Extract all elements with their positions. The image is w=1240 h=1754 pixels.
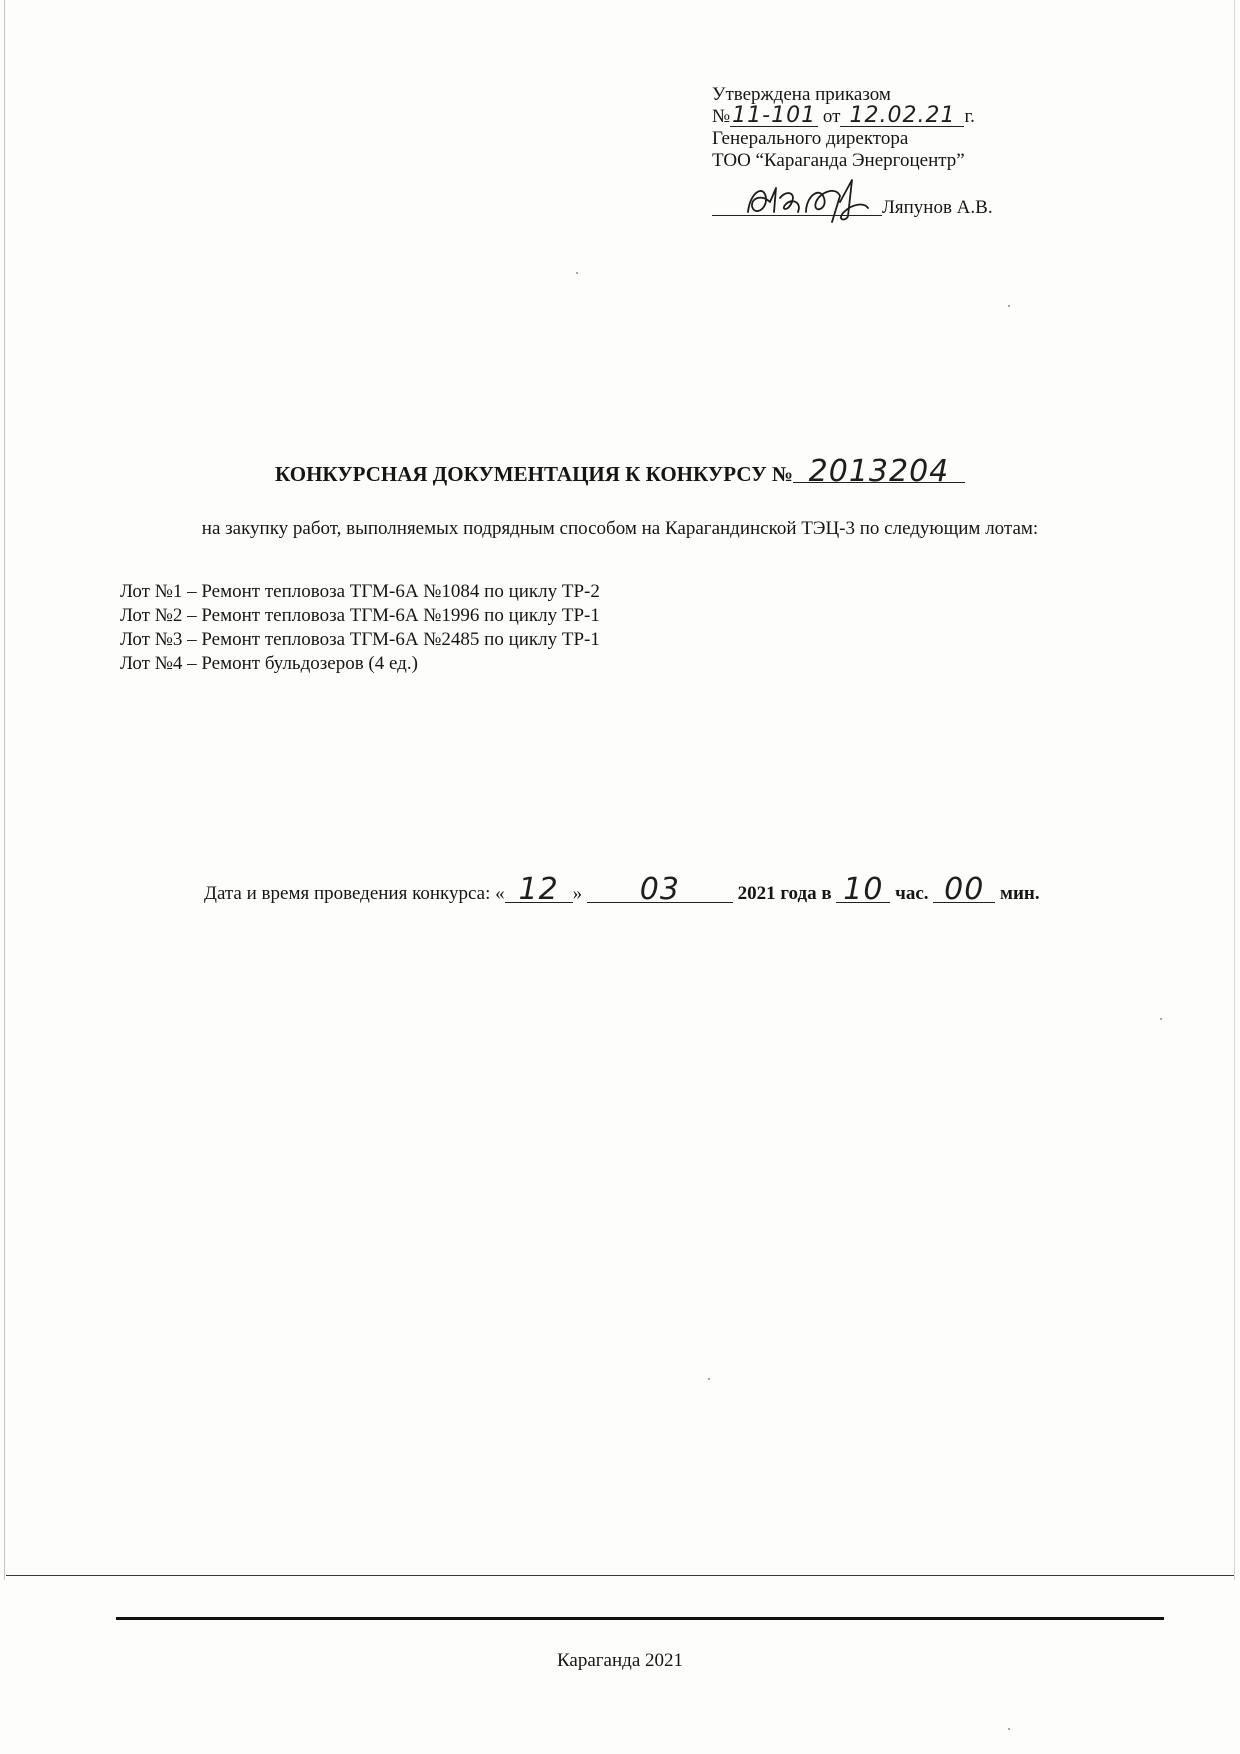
handwritten-order-number: 11-101 [730,106,818,127]
approval-heading: Утверждена приказом [712,84,891,105]
tender-datetime-line [204,872,1040,907]
scan-speck [1160,1018,1162,1020]
scan-speck [708,1378,710,1380]
hour-suffix: час. [895,883,929,904]
signature-row [712,172,1042,230]
open-quote: « [495,883,505,904]
list-item: Лот №1 – Ремонт тепловоза ТГМ-6А №1084 по циклу ТР-2 [120,581,600,602]
signature-line [712,215,882,216]
handwritten-minute: 00 [933,878,995,903]
scan-speck [576,272,578,274]
list-item: Лот №3 – Ремонт тепловоза ТГМ-6А №2485 по циклу ТР-1 [120,629,600,650]
document-title [0,454,1240,489]
year-text: 2021 года в [737,883,832,904]
footer-rule [116,1617,1164,1620]
from-word: от [822,106,841,127]
footer-place-year: Караганда 2021 [556,1650,684,1671]
scan-speck [1008,1728,1010,1730]
handwritten-day: 12 [505,878,573,903]
horizontal-rule [6,1575,1234,1576]
document-subtitle: на закупку работ, выполняемых подрядным способом на Карагандинской ТЭЦ-3 по следующим лотам: [201,518,1039,539]
datetime-label: Дата и время проведения конкурса: [204,883,491,904]
handwritten-order-date: 12.02.21 [840,106,964,127]
approval-block [712,84,1042,230]
title-text: КОНКУРСНАЯ ДОКУМЕНТАЦИЯ К КОНКУРСУ № [275,462,793,486]
year-suffix: г. [964,106,975,127]
handwritten-month: 03 [587,878,733,903]
scan-edge-right [1234,0,1235,1580]
approval-position: Генерального директора [712,128,909,149]
approval-order-line [712,103,1042,128]
minute-suffix: мин. [1000,883,1040,904]
lots-list [120,580,600,676]
close-quote: » [572,883,583,904]
handwritten-tender-number: 2013204 [793,462,965,483]
handwritten-hour: 10 [836,878,890,903]
list-item: Лот №4 – Ремонт бульдозеров (4 ед.) [120,653,418,674]
approval-company: ТОО “Караганда Энергоцентр” [712,150,965,171]
scan-edge-left [4,0,5,1580]
scan-speck [1008,305,1010,307]
handwritten-signature [740,172,880,228]
list-item: Лот №2 – Ремонт тепловоза ТГМ-6А №1996 по циклу ТР-1 [120,605,600,626]
signatory-name: Ляпунов А.В. [882,197,993,218]
number-sign: № [712,106,731,127]
